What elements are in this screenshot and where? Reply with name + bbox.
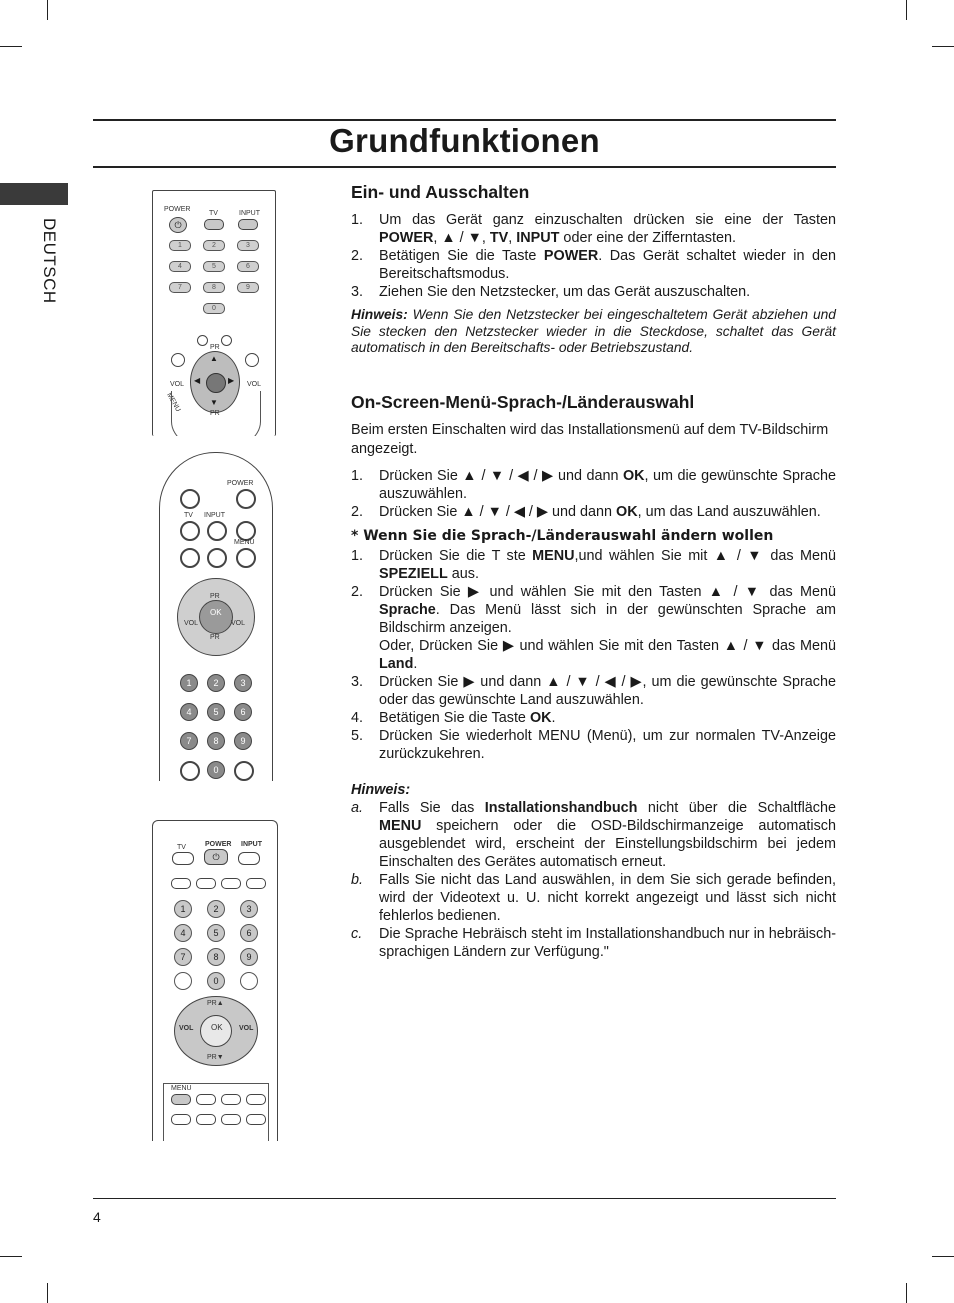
digit-button-3: 3 [234,674,252,692]
arrow-down-icon: ▼ [210,398,218,407]
round-button [174,972,192,990]
item-text: Falls Sie nicht das Land auswählen, in dem Sie sich gerade befinden, wird der Videotext u. U. nicht korrekt angezeigt und lässt sich nicht fehlerlos bedienen. [379,872,836,924]
change-step [351,583,836,673]
digit-button-5: 5 [203,261,225,272]
digit-button-0: 0 [207,972,225,990]
digit-button-6: 6 [240,924,258,942]
menu-label: MENU [171,1085,192,1092]
function-button [221,1114,241,1125]
input-label: INPUT [204,512,225,519]
power-steps-list [351,211,836,301]
crop-mark [47,0,48,20]
power-button: ⏻ [204,849,228,865]
notes-label: Hinweis: [351,782,411,798]
extra-button [236,521,256,541]
item-number: a. [351,800,364,816]
language-step [351,503,836,521]
item-number: 1. [351,212,364,228]
power-button: ⏻ [169,217,187,233]
crop-mark [0,1256,22,1257]
note-label: Hinweis: [351,307,408,322]
language-side-label: DEUTSCH [40,218,59,304]
change-step [351,673,836,709]
digit-button-2: 2 [203,240,225,251]
section-heading-language: On-Screen-Menü-Sprach-/Länderauswahl [351,392,695,412]
page-number: 4 [93,1209,101,1225]
round-button [197,335,208,346]
tv-button [180,521,200,541]
ok-label: OK [211,1023,223,1032]
remote-control-3 [152,820,278,1141]
tv-label: TV [209,210,218,217]
digit-button-8: 8 [207,948,225,966]
ok-button [206,373,226,393]
title-rule-bottom [93,166,836,168]
function-button [246,878,266,889]
digit-button-2: 2 [207,674,225,692]
digit-button-1: 1 [174,900,192,918]
item-number: 1. [351,548,364,564]
power-button [180,489,200,509]
side-button [171,353,185,367]
pr-down-label: PR [210,410,220,417]
function-button [221,878,241,889]
item-number: 5. [351,728,364,744]
footer-rule [93,1198,836,1199]
digit-button-7: 7 [180,732,198,750]
input-label: INPUT [239,210,260,217]
note-item [351,925,836,961]
item-text: Drücken Sie ▶ und wählen Sie mit den Tasten ▲ / ▼ das Menü Sprache. Das Menü lässt sich in der gewünschten Sprache am Bildschirm anzeigen. Oder, Drücken Sie ▶ und wählen Sie mit den Tasten ▲ / ▼ das Menü Land. [379,584,836,672]
title-rule-top [93,119,836,121]
round-button [180,548,200,568]
power-step [351,211,836,247]
pr-up-label: PR [210,344,220,351]
curved-panel [171,391,261,436]
input-button [207,521,227,541]
function-button [246,1114,266,1125]
item-text: Drücken Sie wiederholt MENU (Menü), um zur normalen TV-Anzeige zurückzukehren. [379,728,836,762]
vol-left-label: VOL [184,620,199,627]
vol-right-label: VOL [231,620,246,627]
digit-button-8: 8 [207,732,225,750]
digit-button-9: 9 [240,948,258,966]
item-text: Drücken Sie ▲ / ▼ / ◀ / ▶ und dann OK, um das Land auszuwählen. [379,504,821,520]
round-button [221,335,232,346]
power-label: POWER [205,841,232,848]
arrow-left-icon: ◀ [194,376,201,385]
arrow-right-icon: ▶ [228,376,235,385]
digit-button-9: 9 [234,732,252,750]
digit-button-8: 8 [203,282,225,293]
digit-button-4: 4 [174,924,192,942]
notes-list [351,799,836,961]
function-button [196,878,216,889]
arrow-up-icon: ▲ [210,354,218,363]
change-step [351,727,836,763]
vol-right-label: VOL [247,381,262,388]
pr-up-label: PR▲ [207,1000,224,1007]
power-step [351,283,836,301]
digit-button-4: 4 [180,703,198,721]
crop-mark [0,46,22,47]
input-button [238,852,260,865]
item-number: 3. [351,284,364,300]
ok-button [199,600,233,634]
page-title: Grundfunktionen [329,122,600,159]
power-button-right [236,489,256,509]
round-button [207,548,227,568]
digit-button-3: 3 [240,900,258,918]
power-label: POWER [227,480,254,487]
item-number: 2. [351,504,364,520]
item-text: Um das Gerät ganz einzuschalten drücken sie eine der Tasten POWER, ▲ / ▼, TV, INPUT oder eine der Zifferntasten. [379,212,836,246]
crop-mark [906,1283,907,1303]
language-tab-marker [0,183,68,205]
digit-button-7: 7 [174,948,192,966]
item-number: 1. [351,468,364,484]
power-note [351,307,836,357]
tv-button [172,852,194,865]
digit-button-5: 5 [207,703,225,721]
remote-control-1 [152,190,276,436]
power-label: POWER [164,206,191,213]
menu-label: MENU [165,391,182,414]
side-button [245,353,259,367]
function-button [246,1094,266,1105]
remote-control-2 [159,452,273,781]
crop-mark [906,0,907,20]
digit-button-2: 2 [207,900,225,918]
note-text: Wenn Sie den Netzstecker bei eingeschaltetem Gerät abziehen und Sie stecken den Netzstecker wieder in die Steckdose, schaltet das Gerät automatisch in den Bereitschafts- oder Betriebszustand. [351,307,836,355]
input-label: INPUT [241,841,262,848]
power-step [351,247,836,283]
digit-button-6: 6 [234,703,252,721]
digit-button-3: 3 [237,240,259,251]
item-number: 2. [351,584,364,600]
tv-label: TV [177,844,186,851]
navigation-pad [177,578,255,656]
language-steps-list [351,467,836,521]
note-item [351,799,836,871]
pr-up-label: PR [210,593,220,600]
language-step [351,467,836,503]
digit-button-0: 0 [207,761,225,779]
item-text: Drücken Sie die T ste MENU,und wählen Sie mit ▲ / ▼ das Menü SPEZIELL aus. [379,548,837,582]
item-text: Falls Sie das Installationshandbuch nicht über die Schaltfläche MENU speichern oder die OSD-Bildschirmanzeige automatisch ausgeblendet wird, erscheint der Einstellungsbildschirm bei jedem Einschalten des Gerätes automatisch erneut. [379,800,836,870]
function-button [171,1114,191,1125]
item-number: c. [351,926,363,942]
crop-mark [932,46,954,47]
tv-button [204,219,224,230]
menu-button [236,548,256,568]
digit-button-1: 1 [169,240,191,251]
vol-left-label: VOL [170,381,185,388]
change-step [351,547,836,583]
language-intro: Beim ersten Einschalten wird das Installationsmenü auf dem TV-Bildschirm angezeigt. [351,422,829,457]
function-button [196,1114,216,1125]
function-button [171,878,191,889]
section-heading-power: Ein- und Ausschalten [351,182,530,202]
vol-right-label: VOL [239,1025,254,1032]
item-text: Drücken Sie ▲ / ▼ / ◀ / ▶ und dann OK, um die gewünschte Sprache auszuwählen. [379,468,836,502]
note-item [351,871,836,925]
item-number: b. [351,872,364,888]
navigation-pad [174,996,258,1066]
ok-label: OK [210,608,222,617]
item-text: Drücken Sie ▶ und dann ▲ / ▼ / ◀ / ▶, um die gewünschte Sprache oder das gewünschte Land auszuwählen. [379,674,836,708]
change-step [351,709,836,727]
section-language [351,393,836,961]
item-text: Ziehen Sie den Netzstecker, um das Gerät auszuschalten. [379,284,751,300]
change-language-heading: * Wenn Sie die Sprach-/Länderauswahl ändern wollen [351,528,774,544]
item-number: 4. [351,710,364,726]
item-text: Betätigen Sie die Taste POWER. Das Gerät schaltet wieder in den Bereitschaftsmodus. [379,248,836,282]
pr-down-label: PR [210,634,220,641]
input-button [238,219,258,230]
digit-button-6: 6 [237,261,259,272]
function-button [221,1094,241,1105]
round-button [180,761,200,781]
digit-button-5: 5 [207,924,225,942]
pr-down-label: PR▼ [207,1054,224,1061]
item-number: 3. [351,674,364,690]
function-button [196,1094,216,1105]
item-number: 2. [351,248,364,264]
round-button [240,972,258,990]
digit-button-7: 7 [169,282,191,293]
digit-button-0: 0 [203,303,225,314]
digit-button-4: 4 [169,261,191,272]
digit-button-9: 9 [237,282,259,293]
round-button [234,761,254,781]
section-power [351,183,836,357]
digit-button-1: 1 [180,674,198,692]
menu-label: MENU [234,539,255,546]
menu-button [171,1094,191,1105]
tv-label: TV [184,512,193,519]
item-text: Die Sprache Hebräisch steht im Installationshandbuch nur in hebräisch-sprachigen Ländern zur Verfügung." [379,926,836,960]
crop-mark [932,1256,954,1257]
change-language-steps [351,547,836,763]
vol-left-label: VOL [179,1025,194,1032]
item-text: Betätigen Sie die Taste OK. [379,710,556,726]
crop-mark [47,1283,48,1303]
